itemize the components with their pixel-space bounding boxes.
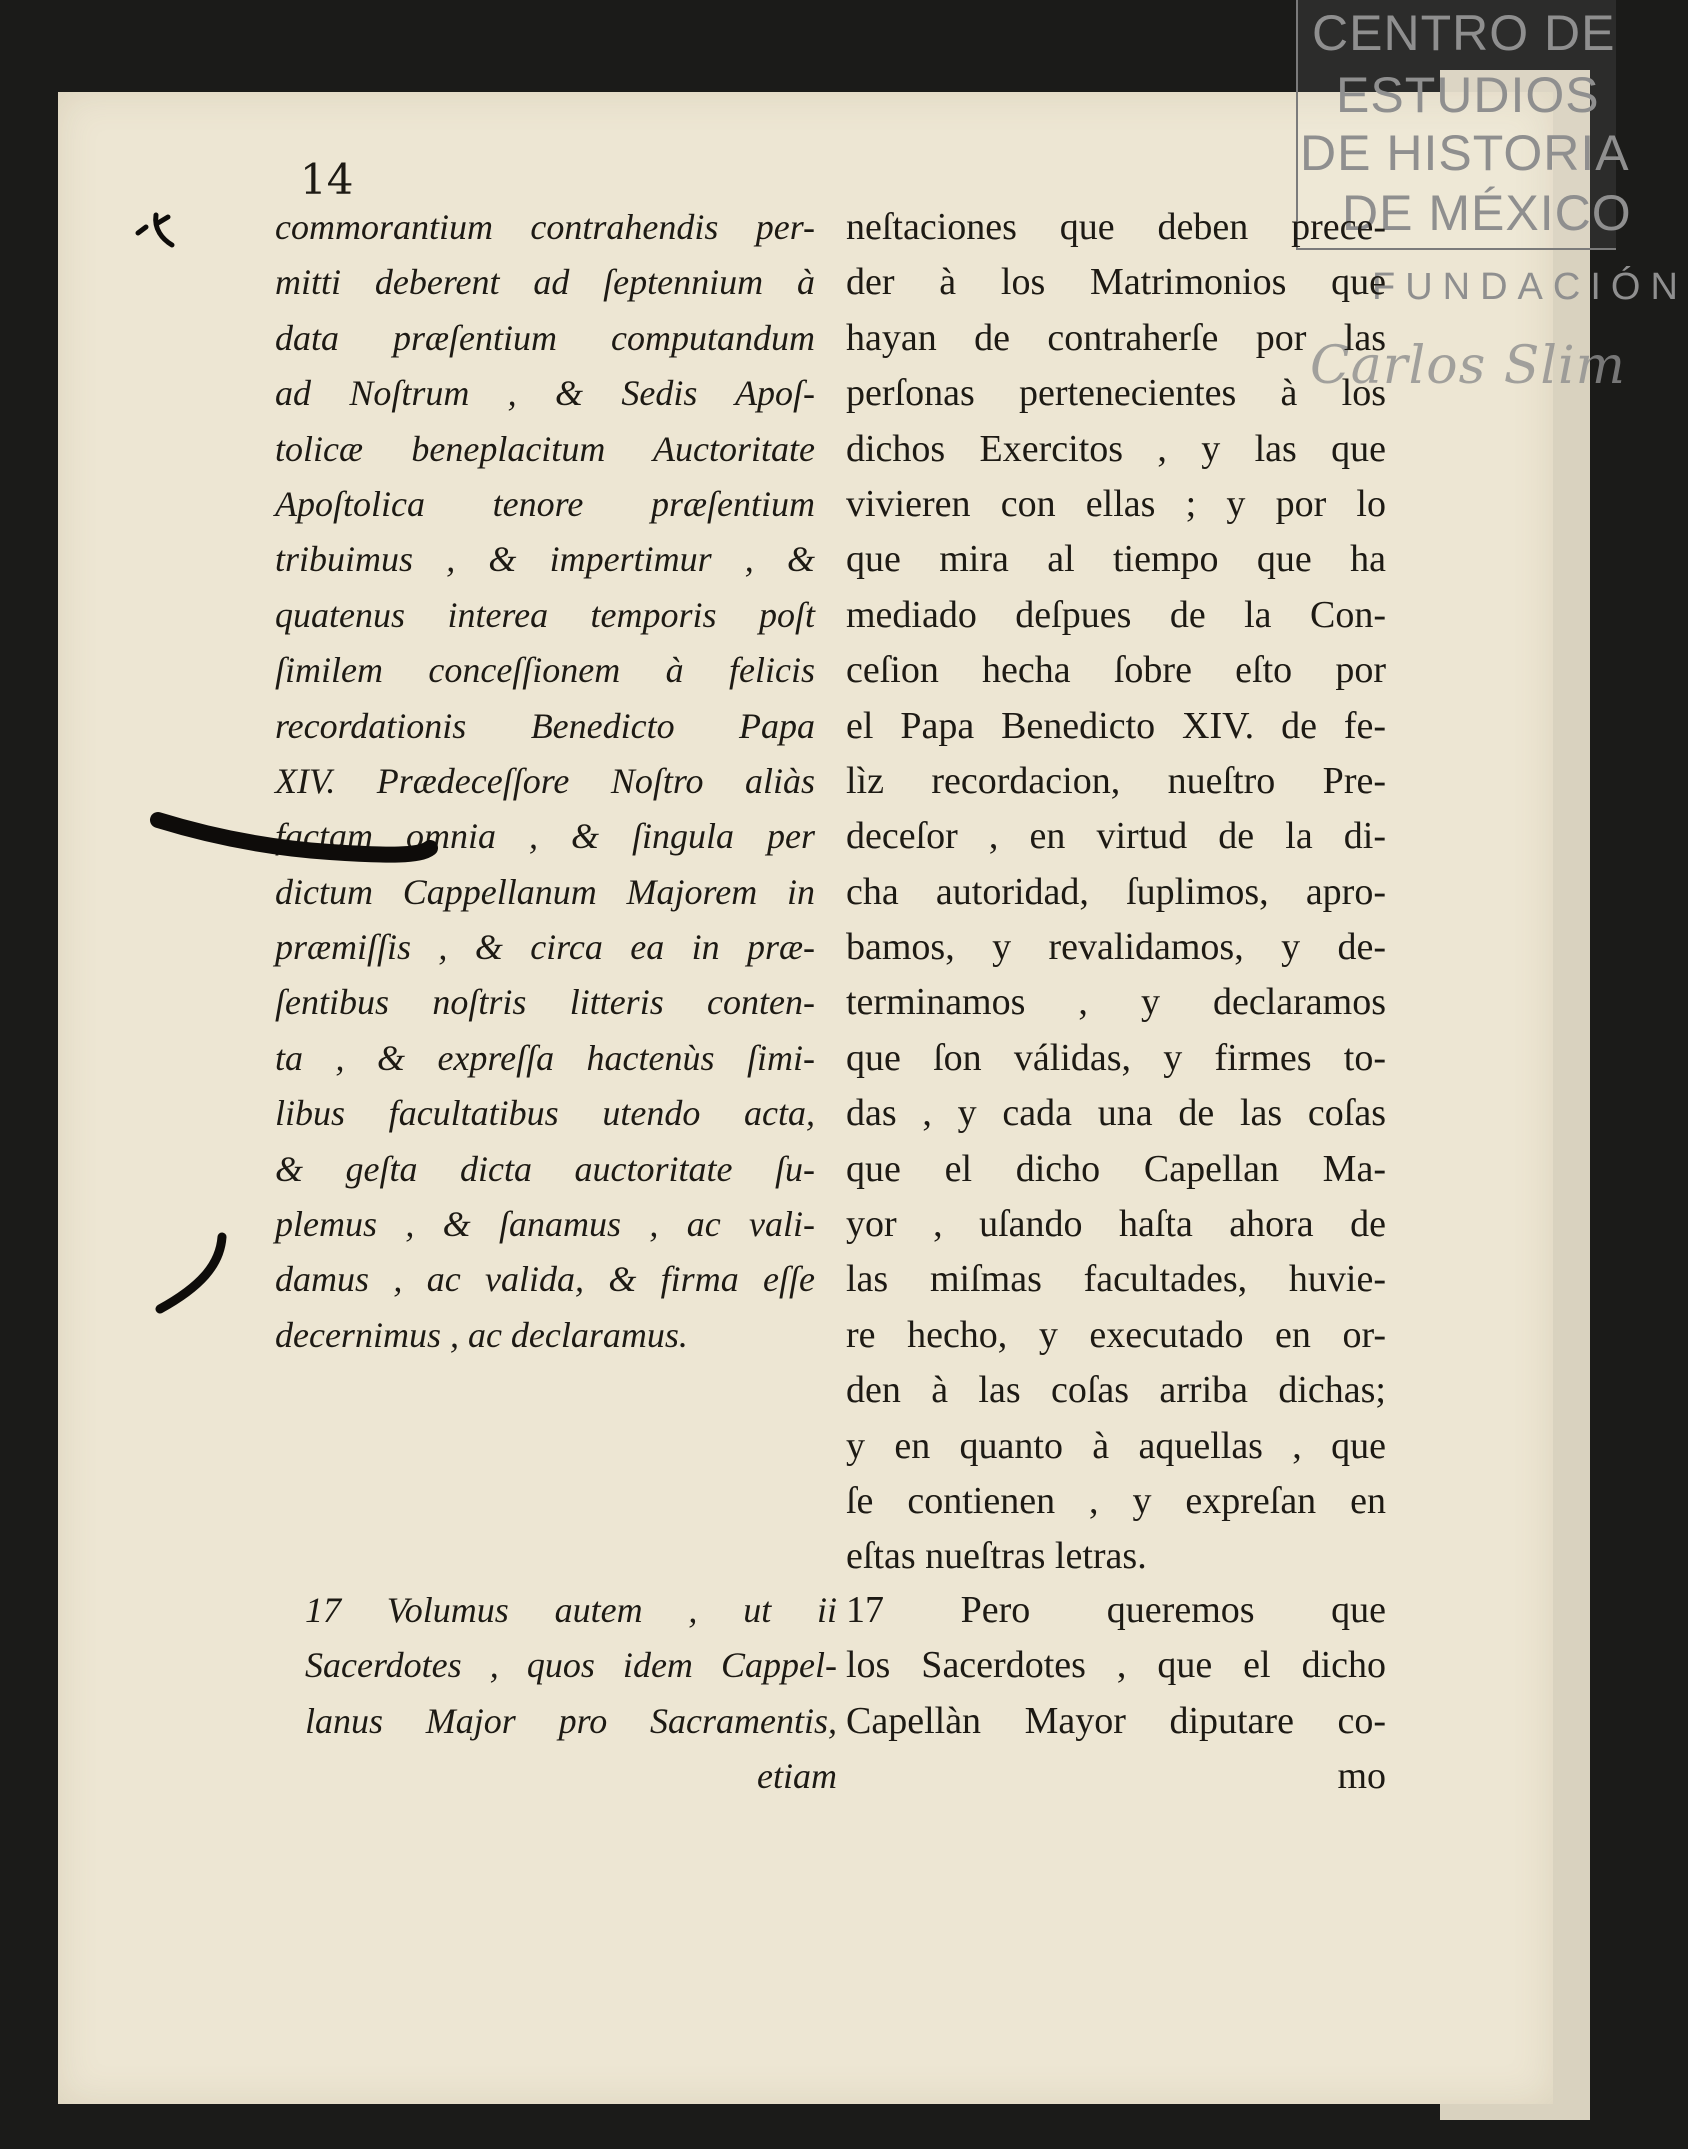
spanish-line: que mira al tiempo que ha — [846, 538, 1386, 581]
latin-line: ad Noſtrum , & Sedis Apoſ- — [275, 373, 815, 414]
ink-tick-mark — [150, 1225, 240, 1325]
spanish-line: hayan de contraherſe por las — [846, 316, 1386, 359]
spanish-line: que el dicho Capellan Ma- — [846, 1147, 1386, 1190]
latin-line: libus facultatibus utendo acta, — [275, 1093, 815, 1134]
latin-line: quatenus interea temporis poſt — [275, 594, 815, 635]
spanish-line: der à los Matrimonios que — [846, 261, 1386, 304]
spanish2-line: los Sacerdotes , que el dicho — [846, 1644, 1386, 1687]
spanish-line: re hecho, y executado en or- — [846, 1313, 1386, 1356]
latin-column — [275, 200, 815, 1363]
watermark-line-3: DE HISTORIA — [1300, 125, 1630, 181]
spanish-line: das , y cada una de las coſas — [846, 1092, 1386, 1135]
spanish-line: ſe contienen , y expreſan en — [846, 1479, 1386, 1522]
latin-line: ſentibus noſtris litteris conten- — [275, 982, 815, 1023]
spanish-line: den à las coſas arriba dichas; — [846, 1369, 1386, 1412]
watermark-line-1: CENTRO DE — [1312, 5, 1616, 61]
spanish-column — [846, 200, 1386, 1585]
latin-line: factam omnia , & ſingula per — [275, 816, 815, 857]
spanish-line: y en quanto à aquellas , que — [846, 1424, 1386, 1467]
spanish-line: vivieren con ellas ; y por lo — [846, 482, 1386, 525]
spanish-line: mediado deſpues de la Con- — [846, 593, 1386, 636]
watermark-signature: Carlos Slim — [1310, 336, 1626, 396]
spanish-line: lìz recordacion, nueſtro Pre- — [846, 759, 1386, 802]
latin-line: data præſentium computandum — [275, 317, 815, 358]
spanish-line: eſtas nueſtras letras. — [846, 1535, 1147, 1578]
spanish-line: cha autoridad, ſuplimos, apro- — [846, 870, 1386, 913]
latin-line: decernimus , ac declaramus. — [275, 1314, 688, 1355]
latin2-line: 17 Volumus autem , ut ii — [305, 1590, 837, 1630]
spanish-line: deceſor , en virtud de la di- — [846, 815, 1386, 858]
latin-line: XIV. Prædeceſſore Noſtro aliàs — [275, 760, 815, 801]
spanish-line: perſonas pertenecientes à los — [846, 372, 1386, 415]
spanish-line: el Papa Benedicto XIV. de fe- — [846, 704, 1386, 747]
page-number: 14 — [300, 155, 354, 204]
spanish2-line: mo — [1337, 1755, 1386, 1798]
latin-line: mitti deberent ad ſeptennium à — [275, 262, 815, 303]
latin-line: & geſta dicta auctoritate ſu- — [275, 1148, 815, 1189]
latin-line: dictum Cappellanum Majorem in — [275, 871, 815, 912]
ink-strike-mark — [150, 800, 440, 870]
spanish-line: que ſon válidas, y firmes to- — [846, 1036, 1386, 1079]
latin-line: plemus , & ſanamus , ac vali- — [275, 1204, 815, 1245]
latin-line: recordationis Benedicto Papa — [275, 705, 815, 746]
latin-line: ſimilem conceſſionem à felicis — [275, 650, 815, 691]
latin-line: damus , ac valida, & firma eſſe — [275, 1259, 815, 1300]
spanish-line: dichos Exercitos , y las que — [846, 427, 1386, 470]
spanish2-line: Capellàn Mayor diputare co- — [846, 1699, 1386, 1742]
ink-corner-mark — [128, 205, 188, 255]
latin2-line: lanus Major pro Sacramentis, — [305, 1700, 837, 1741]
latin2-line: Sacerdotes , quos idem Cappel- — [305, 1645, 837, 1686]
latin-line: præmiſſis , & circa ea in præ- — [275, 927, 815, 968]
latin-line: tolicæ beneplacitum Auctoritate — [275, 428, 815, 469]
spanish-line: terminamos , y declaramos — [846, 981, 1386, 1024]
spanish-line: neſtaciones que deben prece- — [846, 206, 1386, 248]
watermark-line-2: ESTUDIOS — [1336, 67, 1600, 123]
spanish-line: bamos, y revalidamos, y de- — [846, 926, 1386, 969]
spanish-paragraph-17 — [846, 1583, 1386, 1805]
spanish-line: las miſmas facultades, huvie- — [846, 1258, 1386, 1301]
spanish-line: yor , uſando haſta ahora de — [846, 1203, 1386, 1246]
spanish-line: ceſion hecha ſobre eſto por — [846, 649, 1386, 692]
latin-line: ta , & expreſſa hactenùs ſimi- — [275, 1037, 815, 1078]
latin2-line: etiam — [757, 1756, 837, 1797]
watermark-line-5: FUNDACIÓN — [1372, 266, 1688, 308]
latin-paragraph-17 — [305, 1583, 837, 1805]
latin-line: commorantium contrahendis per- — [275, 207, 815, 247]
latin-line: Apoſtolica tenore præſentium — [275, 483, 815, 524]
watermark-line-4: DE MÉXICO — [1342, 185, 1632, 241]
spanish2-line: 17 Pero queremos que — [846, 1589, 1386, 1631]
latin-line: tribuimus , & impertimur , & — [275, 539, 815, 580]
